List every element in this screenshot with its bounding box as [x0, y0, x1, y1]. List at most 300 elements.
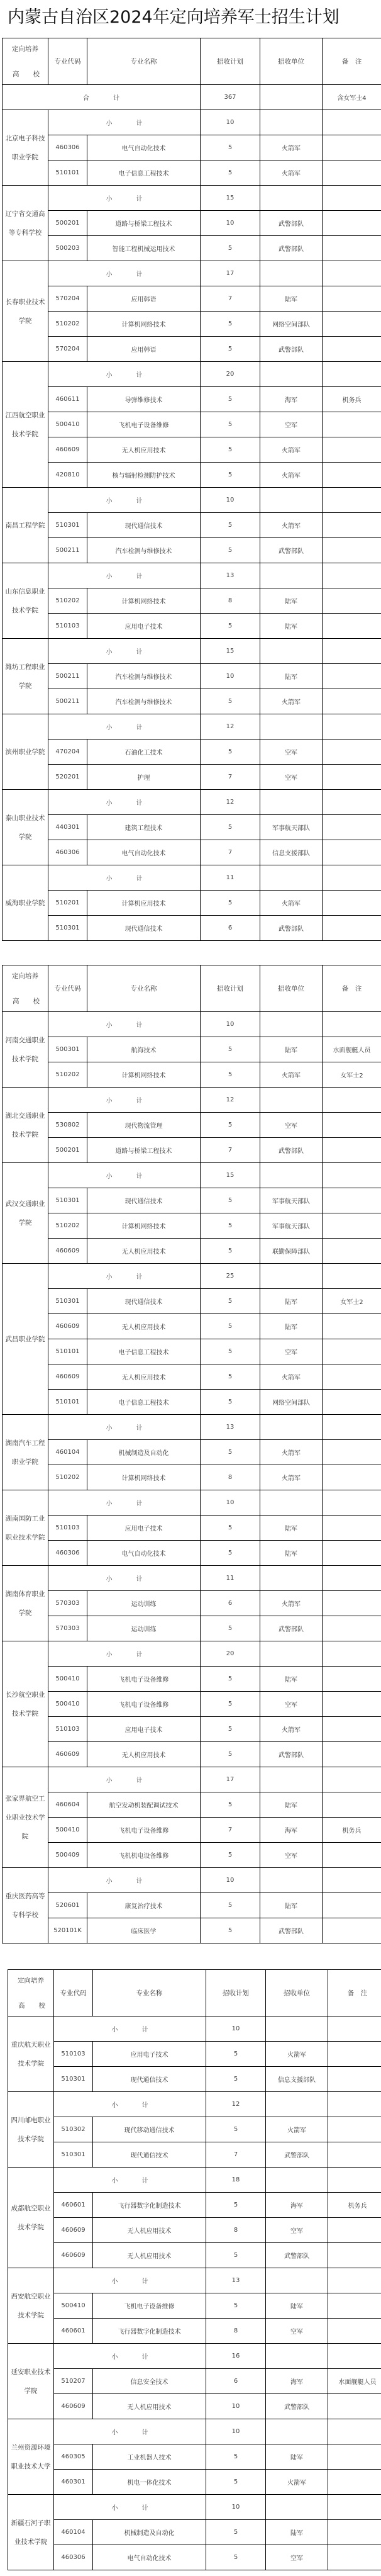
major-code: 460104	[54, 2520, 93, 2545]
label-char-a: 小	[106, 196, 113, 203]
major-code: 500410	[48, 1667, 87, 1692]
label-char-a: 小	[111, 2027, 118, 2033]
subtotal-label	[54, 2268, 206, 2293]
major-name: 飞机电子设备维修	[87, 412, 201, 437]
major-name: 无人机应用技术	[93, 2218, 206, 2243]
recruiting-unit: 联勤保障部队	[260, 1239, 323, 1264]
major-code: 510103	[48, 1717, 87, 1742]
school-name: 潍坊工程职业学院	[3, 639, 48, 714]
major-name: 计算机应用技术	[87, 891, 201, 916]
major-name: 康复治疗技术	[87, 1893, 201, 1918]
recruiting-unit: 武警部队	[260, 538, 323, 563]
header-code: 专业代码	[48, 38, 87, 85]
major-plan: 8	[201, 1465, 260, 1490]
major-plan: 5	[201, 1667, 260, 1692]
recruiting-unit: 陆军	[266, 2293, 328, 2319]
label-char-a: 小	[111, 2278, 118, 2285]
label-char-b: 计	[136, 875, 143, 882]
major-note	[323, 1339, 381, 1364]
recruiting-unit: 火箭军	[260, 1717, 323, 1742]
major-plan: 5	[201, 1742, 260, 1767]
major-plan: 5	[201, 236, 260, 261]
subtotal-unit	[260, 639, 323, 664]
major-code: 510207	[54, 2369, 93, 2394]
subtotal-unit	[260, 488, 323, 513]
major-row	[8, 2520, 381, 2545]
major-row	[3, 1465, 381, 1490]
major-plan: 5	[201, 1516, 260, 1541]
subtotal-row	[3, 488, 381, 513]
subtotal-label	[54, 2344, 206, 2369]
subtotal-value: 13	[206, 2268, 266, 2293]
header-major: 专业名称	[87, 965, 201, 1012]
major-name: 应用电子技术	[87, 614, 201, 639]
major-name: 机械制造及自动化	[87, 1440, 201, 1465]
major-name: 无人机应用技术	[87, 1314, 201, 1339]
label-char-b: 计	[136, 800, 143, 807]
major-note	[323, 1742, 381, 1767]
subtotal-value: 10	[201, 1490, 260, 1516]
label-char-a: 小	[106, 498, 113, 505]
recruiting-unit: 陆军	[260, 664, 323, 689]
recruiting-unit: 空军	[260, 1339, 323, 1364]
major-plan: 5	[201, 387, 260, 412]
major-code: 460306	[48, 1541, 87, 1566]
recruiting-unit: 信息支援部队	[260, 840, 323, 865]
major-note: 女军士2	[323, 1289, 381, 1314]
major-note	[323, 740, 381, 765]
subtotal-row	[3, 865, 381, 891]
header-plan: 招收计划	[206, 1970, 266, 2016]
total-unit	[260, 85, 323, 110]
recruiting-unit: 空军	[260, 1113, 323, 1138]
subtotal-row	[3, 1163, 381, 1188]
major-plan: 5	[201, 815, 260, 840]
subtotal-note	[323, 714, 381, 740]
major-plan: 7	[206, 2142, 266, 2168]
subtotal-note	[323, 790, 381, 815]
major-code: 500410	[48, 412, 87, 437]
major-note	[328, 2218, 381, 2243]
major-note	[323, 437, 381, 463]
major-name: 无人机应用技术	[93, 2394, 206, 2419]
major-name: 应用韩语	[87, 337, 201, 362]
major-code: 500211	[48, 664, 87, 689]
subtotal-note	[328, 2344, 381, 2369]
recruiting-unit: 空军	[266, 2545, 328, 2570]
major-row	[3, 412, 381, 437]
major-row	[3, 1818, 381, 1843]
major-plan: 5	[206, 2193, 266, 2218]
school-name: 北京电子科技职业学院	[3, 110, 48, 186]
header-unit: 招收单位	[260, 38, 323, 85]
major-plan: 8	[206, 2319, 266, 2344]
subtotal-row	[3, 1088, 381, 1113]
school-name: 成都航空职业技术学院	[8, 2168, 54, 2268]
major-note	[323, 614, 381, 639]
label-char-b: 计	[136, 1878, 143, 1885]
label-char-b: 计	[113, 95, 119, 102]
major-note	[323, 1792, 381, 1818]
subtotal-label	[48, 1490, 201, 1516]
major-note: 机务兵	[328, 2193, 381, 2218]
major-code: 460609	[54, 2218, 93, 2243]
major-row	[3, 1843, 381, 1868]
subtotal-label	[48, 1415, 201, 1440]
major-name: 运动训练	[87, 1616, 201, 1641]
major-row	[3, 1339, 381, 1364]
major-name: 计算机网络技术	[87, 1213, 201, 1239]
subtotal-note	[323, 563, 381, 588]
label-char-a: 小	[106, 271, 113, 278]
major-name: 应用电子技术	[87, 1717, 201, 1742]
major-code: 470204	[48, 740, 87, 765]
recruiting-unit: 武警部队	[266, 2243, 328, 2268]
subtotal-row	[8, 2092, 381, 2117]
subtotal-label	[48, 563, 201, 588]
major-note: 女军士2	[323, 1062, 381, 1088]
major-row	[3, 1138, 381, 1163]
recruiting-unit: 武警部队	[260, 1742, 323, 1767]
label-char-a: 小	[106, 372, 113, 379]
recruiting-unit: 武警部队	[260, 1616, 323, 1641]
major-row	[3, 463, 381, 488]
recruiting-unit: 陆军	[260, 1314, 323, 1339]
major-row	[3, 1364, 381, 1390]
major-code: 510103	[48, 614, 87, 639]
label-char-a: 小	[106, 1022, 113, 1029]
subtotal-note	[323, 261, 381, 286]
subtotal-unit	[260, 563, 323, 588]
school-name: 张家界航空工业职业技术学院	[3, 1767, 48, 1868]
major-plan: 6	[206, 2369, 266, 2394]
label-char-b: 计	[136, 1022, 143, 1029]
recruiting-unit: 陆军	[260, 1037, 323, 1062]
recruiting-unit: 火箭军	[260, 437, 323, 463]
major-code: 520101K	[48, 1918, 87, 1943]
major-code: 510202	[48, 1062, 87, 1088]
major-name: 建筑工程技术	[87, 815, 201, 840]
recruiting-unit: 网络空间部队	[260, 1390, 323, 1415]
major-code: 510103	[48, 1516, 87, 1541]
label-char-b: 计	[136, 372, 143, 379]
subtotal-value: 10	[201, 1868, 260, 1893]
subtotal-unit	[260, 110, 323, 135]
header-row	[3, 38, 381, 85]
major-note	[323, 1188, 381, 1213]
subtotal-note	[323, 488, 381, 513]
major-name: 无人机应用技术	[87, 1364, 201, 1390]
major-name: 现代物流管理	[87, 1113, 201, 1138]
subtotal-note	[323, 1012, 381, 1037]
subtotal-note	[323, 1566, 381, 1591]
major-plan: 5	[201, 1440, 260, 1465]
school-name: 湖南体育职业学院	[3, 1566, 48, 1641]
major-plan: 5	[206, 2444, 266, 2470]
major-plan: 7	[201, 1818, 260, 1843]
subtotal-unit	[260, 1012, 323, 1037]
major-name: 现代通信技术	[93, 2142, 206, 2168]
major-name: 电子信息工程技术	[87, 1390, 201, 1415]
major-row	[8, 2067, 381, 2092]
major-plan: 5	[201, 1918, 260, 1943]
subtotal-value: 20	[201, 1641, 260, 1667]
major-note	[323, 1667, 381, 1692]
school-name: 武昌职业学院	[3, 1264, 48, 1415]
subtotal-value: 10	[206, 2495, 266, 2520]
major-code: 510301	[48, 916, 87, 941]
subtotal-unit	[260, 1767, 323, 1792]
recruiting-unit: 武警部队	[260, 337, 323, 362]
label-char-a: 小	[106, 1173, 113, 1180]
subtotal-note	[328, 2419, 381, 2444]
school-name: 河南交通职业技术学院	[3, 1012, 48, 1088]
recruiting-unit: 火箭军	[260, 1465, 323, 1490]
major-name: 飞机电子设备维修	[87, 1818, 201, 1843]
subtotal-label	[48, 186, 201, 211]
subtotal-label	[48, 362, 201, 387]
major-code: 460604	[48, 1792, 87, 1818]
subtotal-row	[3, 1490, 381, 1516]
school-name: 泰山职业技术学院	[3, 790, 48, 865]
subtotal-value: 12	[201, 714, 260, 740]
major-name: 运动训练	[87, 1591, 201, 1616]
subtotal-value: 10	[206, 2419, 266, 2444]
major-plan: 7	[201, 1138, 260, 1163]
label-char-b: 计	[136, 271, 143, 278]
recruiting-unit: 陆军	[260, 614, 323, 639]
label-char-a: 小	[106, 1576, 113, 1583]
major-plan: 5	[201, 1289, 260, 1314]
recruiting-unit: 火箭军	[260, 1062, 323, 1088]
recruiting-unit: 武警部队	[260, 916, 323, 941]
school-name: 重庆航天职业技术学院	[8, 2016, 54, 2092]
major-plan: 5	[201, 1616, 260, 1641]
recruiting-unit: 火箭军	[266, 2470, 328, 2495]
subtotal-value: 12	[201, 1088, 260, 1113]
major-name: 飞机电子设备维修	[93, 2293, 206, 2319]
subtotal-row	[8, 2419, 381, 2444]
major-row	[3, 1516, 381, 1541]
subtotal-label	[48, 1641, 201, 1667]
major-code: 520601	[48, 1893, 87, 1918]
subtotal-label	[48, 1566, 201, 1591]
major-code: 460306	[54, 2545, 93, 2570]
major-code: 510301	[54, 2142, 93, 2168]
major-code: 510301	[54, 2067, 93, 2092]
subtotal-unit	[260, 1163, 323, 1188]
major-plan: 5	[206, 2243, 266, 2268]
header-school-line2	[8, 1999, 53, 2012]
subtotal-label	[54, 2092, 206, 2117]
recruiting-unit: 空军	[260, 1843, 323, 1868]
major-code: 510101	[48, 1339, 87, 1364]
recruiting-unit: 火箭军	[260, 463, 323, 488]
label-char-a: 小	[106, 649, 113, 656]
major-note	[323, 286, 381, 312]
recruiting-unit: 火箭军	[266, 2117, 328, 2142]
subtotal-unit	[260, 1868, 323, 1893]
label-char-a: 小	[106, 1878, 113, 1885]
subtotal-label	[48, 1767, 201, 1792]
subtotal-label	[48, 1088, 201, 1113]
recruiting-unit: 火箭军	[260, 1591, 323, 1616]
major-name: 飞行器数字化制造技术	[93, 2193, 206, 2218]
major-note	[323, 1314, 381, 1339]
major-plan: 5	[206, 2042, 266, 2067]
school-name: 湖南汽车工程职业学院	[3, 1415, 48, 1490]
recruiting-unit: 火箭军	[260, 135, 323, 160]
major-note	[323, 840, 381, 865]
major-plan: 5	[201, 1717, 260, 1742]
major-code: 440301	[48, 815, 87, 840]
major-row	[3, 765, 381, 790]
label-char-b: 计	[141, 2429, 148, 2436]
major-code: 510202	[48, 588, 87, 614]
subtotal-unit	[260, 790, 323, 815]
subtotal-label	[48, 714, 201, 740]
major-code: 510302	[54, 2117, 93, 2142]
major-name: 应用韩语	[87, 286, 201, 312]
major-note	[328, 2293, 381, 2319]
recruiting-unit: 陆军	[260, 286, 323, 312]
major-note	[323, 312, 381, 337]
recruiting-unit: 武警部队	[266, 2142, 328, 2168]
subtotal-note	[328, 2268, 381, 2293]
subtotal-row	[3, 1868, 381, 1893]
major-row	[8, 2293, 381, 2319]
major-note	[323, 135, 381, 160]
major-row	[3, 1314, 381, 1339]
subtotal-label	[48, 1163, 201, 1188]
label-char-b: 计	[136, 573, 143, 580]
major-row	[3, 664, 381, 689]
page-title: 内蒙古自治区2024年定向培养军士招生计划	[8, 8, 340, 27]
major-code: 510301	[48, 1188, 87, 1213]
major-name: 道路与桥梁工程技术	[87, 1138, 201, 1163]
major-name: 现代移动通信技术	[93, 2117, 206, 2142]
recruiting-unit: 陆军	[260, 1541, 323, 1566]
major-note	[328, 2545, 381, 2570]
subtotal-label	[54, 2016, 206, 2042]
header-major: 专业名称	[87, 38, 201, 85]
major-row	[3, 1692, 381, 1717]
recruiting-unit: 信息支援部队	[266, 2067, 328, 2092]
major-code: 500410	[54, 2293, 93, 2319]
school-name: 长春职业技术学院	[3, 261, 48, 362]
major-code: 500201	[48, 1138, 87, 1163]
major-row	[3, 1717, 381, 1742]
major-row	[3, 1213, 381, 1239]
recruiting-unit: 陆军	[260, 588, 323, 614]
major-plan: 5	[201, 160, 260, 186]
subtotal-note	[323, 1163, 381, 1188]
label-char-a: 小	[106, 724, 113, 731]
major-note	[328, 2142, 381, 2168]
major-name: 道路与桥梁工程技术	[87, 211, 201, 236]
major-note	[323, 664, 381, 689]
major-note	[323, 1516, 381, 1541]
major-row	[3, 211, 381, 236]
major-note: 水面舰艇人员	[323, 1037, 381, 1062]
major-code: 570303	[48, 1591, 87, 1616]
header-school-char-a: 高	[13, 997, 19, 1005]
major-row	[3, 916, 381, 941]
total-label	[3, 85, 201, 110]
label-char-b: 计	[141, 2027, 148, 2033]
subtotal-note	[323, 1641, 381, 1667]
major-plan: 7	[201, 286, 260, 312]
recruiting-unit: 火箭军	[260, 891, 323, 916]
label-char-b: 计	[136, 1425, 143, 1432]
recruiting-unit: 陆军	[260, 1667, 323, 1692]
header-code: 专业代码	[54, 1970, 93, 2016]
subtotal-label	[54, 2419, 206, 2444]
subtotal-row	[3, 1415, 381, 1440]
header-note: 备 注	[323, 965, 381, 1012]
major-row	[3, 437, 381, 463]
recruiting-unit: 海军	[266, 2193, 328, 2218]
label-char-a: 小	[106, 1777, 113, 1784]
major-note	[328, 2520, 381, 2545]
major-plan: 5	[201, 337, 260, 362]
subtotal-row	[3, 1264, 381, 1289]
subtotal-value: 17	[201, 1767, 260, 1792]
major-row	[3, 1591, 381, 1616]
major-note	[323, 1213, 381, 1239]
subtotal-value: 18	[206, 2168, 266, 2193]
major-note: 水面舰艇人员	[328, 2369, 381, 2394]
major-code: 500211	[48, 689, 87, 714]
label-char-b: 计	[136, 1098, 143, 1105]
subtotal-row	[8, 2495, 381, 2520]
subtotal-value: 12	[206, 2092, 266, 2117]
subtotal-note	[323, 1088, 381, 1113]
major-name: 导弹维修技术	[87, 387, 201, 412]
recruiting-unit: 武警部队	[260, 236, 323, 261]
school-name: 重庆医药高等专科学校	[3, 1868, 48, 1943]
subtotal-value: 25	[201, 1264, 260, 1289]
major-code: 460609	[54, 2394, 93, 2419]
subtotal-note	[328, 2016, 381, 2042]
major-plan: 5	[201, 1792, 260, 1818]
school-name: 延安职业技术学院	[8, 2344, 54, 2419]
label-char-a: 合	[83, 95, 89, 102]
subtotal-unit	[260, 1490, 323, 1516]
major-row	[3, 160, 381, 186]
major-note	[328, 2042, 381, 2067]
school-name: 威海职业学院	[3, 865, 48, 941]
major-plan: 5	[201, 513, 260, 538]
major-plan: 6	[201, 1591, 260, 1616]
label-char-a: 小	[106, 1500, 113, 1507]
major-plan: 5	[201, 891, 260, 916]
label-char-a: 小	[106, 800, 113, 807]
header-school	[3, 38, 48, 85]
header-note: 备 注	[328, 1970, 381, 2016]
major-name: 现代通信技术	[87, 513, 201, 538]
major-code: 460301	[54, 2470, 93, 2495]
major-name: 石油化工技术	[87, 740, 201, 765]
subtotal-note	[323, 639, 381, 664]
major-row	[8, 2319, 381, 2344]
major-plan: 5	[206, 2545, 266, 2570]
subtotal-unit	[260, 186, 323, 211]
label-char-a: 小	[111, 2429, 118, 2436]
recruiting-unit: 陆军	[266, 2520, 328, 2545]
major-row	[3, 1062, 381, 1088]
subtotal-value: 15	[201, 639, 260, 664]
